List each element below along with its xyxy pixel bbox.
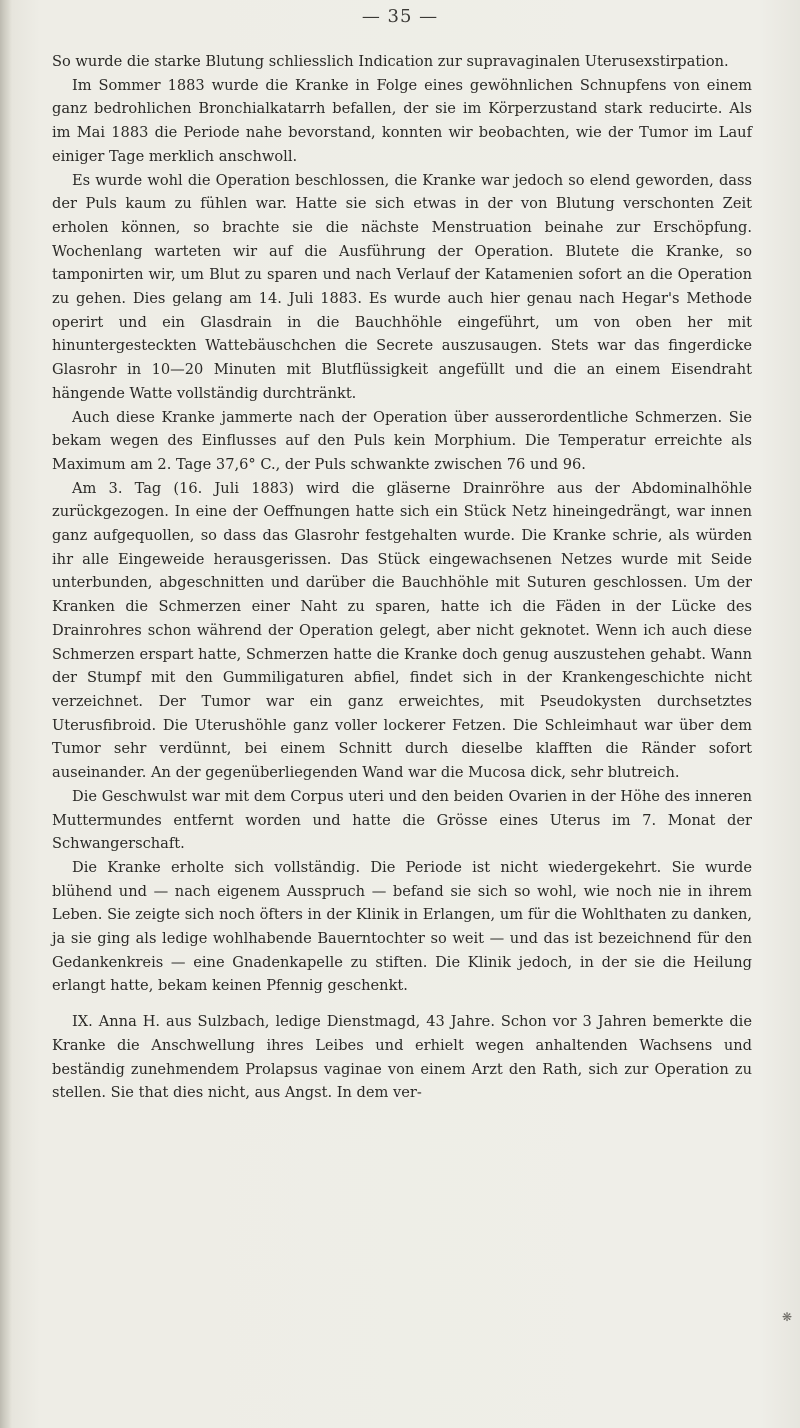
paragraph-2: Im Sommer 1883 wurde die Kranke in Folge eines gewöhnlichen Schnupfens von einem ganz bedrohlichen Bronchialkatarrh befallen, der sie im Körperzustand stark reducirte. Als im Mai 1883 die Periode nahe bevorstand, konnten wir beobachten, wie der Tumor im Lauf einiger Tage merklich anschwoll. <box>52 76 752 165</box>
body-text <box>52 50 752 1105</box>
paragraph-7: Die Kranke erholte sich vollständig. Die Periode ist nicht wiedergekehrt. Sie wurde blühend und — nach eigenem Ausspruch — befand sie sich so wohl, wie noch nie in ihrem Leben. Sie zeigte sich noch öfters in der Klinik in Erlangen, um für die Wohlthaten zu danken, ja sie ging als ledige wohlhabende Bauerntochter so weit — und das ist bezeichnend für den Gedankenkreis — eine Gnadenkapelle zu stiften. Die Klinik jedoch, in der sie die Heilung erlangt hatte, bekam keinen Pfennig geschenkt. <box>52 858 752 995</box>
page-number: — 35 — <box>361 6 439 27</box>
paragraph-6: Die Geschwulst war mit dem Corpus uteri und den beiden Ovarien in der Höhe des inneren Muttermundes entfernt worden und hatte die Grösse eines Uterus im 7. Monat der Schwangerschaft. <box>52 787 752 853</box>
paragraph-3: Es wurde wohl die Operation beschlossen, die Kranke war jedoch so elend geworden, dass der Puls kaum zu fühlen war. Hatte sie sich etwas in der von Blutung verschonten Zeit erholen können, so brachte sie die nächste Menstruation beinahe zur Erschöpfung. Wochenlang warteten wir auf die Ausführung der Operation. Blutete die Kranke, so tamponirten wir, um Blut zu sparen und nach Verlauf der Katamenien sofort an die Operation zu gehen. Dies gelang am 14. Juli 1883. Es wurde auch hier genau nach Hegar's Methode operirt und ein Glasdrain in die Bauchhöhle eingeführt, um von oben her mit hinuntergesteckten Wattebäuschchen die Secrete auszusaugen. Stets war das fingerdicke Glasrohr in 10—20 Minuten mit Blutflüssigkeit angefüllt und die an einem Eisendraht hängende Watte vollständig durchtränkt. <box>52 171 752 402</box>
paragraph-4: Auch diese Kranke jammerte nach der Operation über ausserordentliche Schmerzen. Sie bekam wegen des Einflusses auf den Puls kein Morphium. Die Temperatur erreichte als Maximum am 2. Tage 37,6° C., der Puls schwankte zwischen 76 und 96. <box>52 408 752 473</box>
paragraph-1: So wurde die starke Blutung schliesslich Indication zur supravaginalen Uterusexstirpation. <box>52 53 729 70</box>
paragraph-8-case-ix: IX. Anna H. aus Sulzbach, ledige Dienstmagd, 43 Jahre. Schon vor 3 Jahren bemerkte die Kranke die Anschwellung ihres Leibes und erhielt wegen anhaltenden Wachsens und beständig zunehmendem Prolapsus vaginae von einem Arzt den Rath, sich zur Operation zu stellen. Sie that dies nicht, aus Angst. In dem ver- <box>52 1013 752 1102</box>
paragraph-5: Am 3. Tag (16. Juli 1883) wird die gläserne Drainröhre aus der Abdominalhöhle zurückgezogen. In eine der Oeffnungen hatte sich ein Stück Netz hineingedrängt, war innen ganz aufgequollen, so dass das Glasrohr festgehalten wurde. Die Kranke schrie, als würden ihr alle Eingeweide herausgerissen. Das Stück eingewachsenen Netzes wurde mit Seide unterbunden, abgeschnitten und darüber die Bauchhöhle mit Suturen geschlossen. Um der Kranken die Schmerzen einer Naht zu sparen, hatte ich die Fäden in der Lücke des Drainrohres schon während der Operation gelegt, aber nicht geknotet. Wenn ich auch diese Schmerzen erspart hatte, Schmerzen hatte die Kranke doch genug auszustehen gehabt. Wann der Stumpf mit den Gummiligaturen abfiel, findet sich in der Krankengeschichte nicht verzeichnet. Der Tumor war ein ganz erweichtes, mit Pseudokysten durchsetztes Uterusfibroid. Die Uterushöhle ganz voller lockerer Fetzen. Die Schleimhaut war über dem Tumor sehr verdünnt, bei einem Schnitt durch dieselbe klafften die Ränder sofort auseinander. An der gegenüberliegenden Wand war die Mucosa dick, sehr blutreich. <box>52 479 752 782</box>
margin-mark-icon: ❋ <box>781 1310 792 1324</box>
page-binding-edge <box>0 0 12 1428</box>
